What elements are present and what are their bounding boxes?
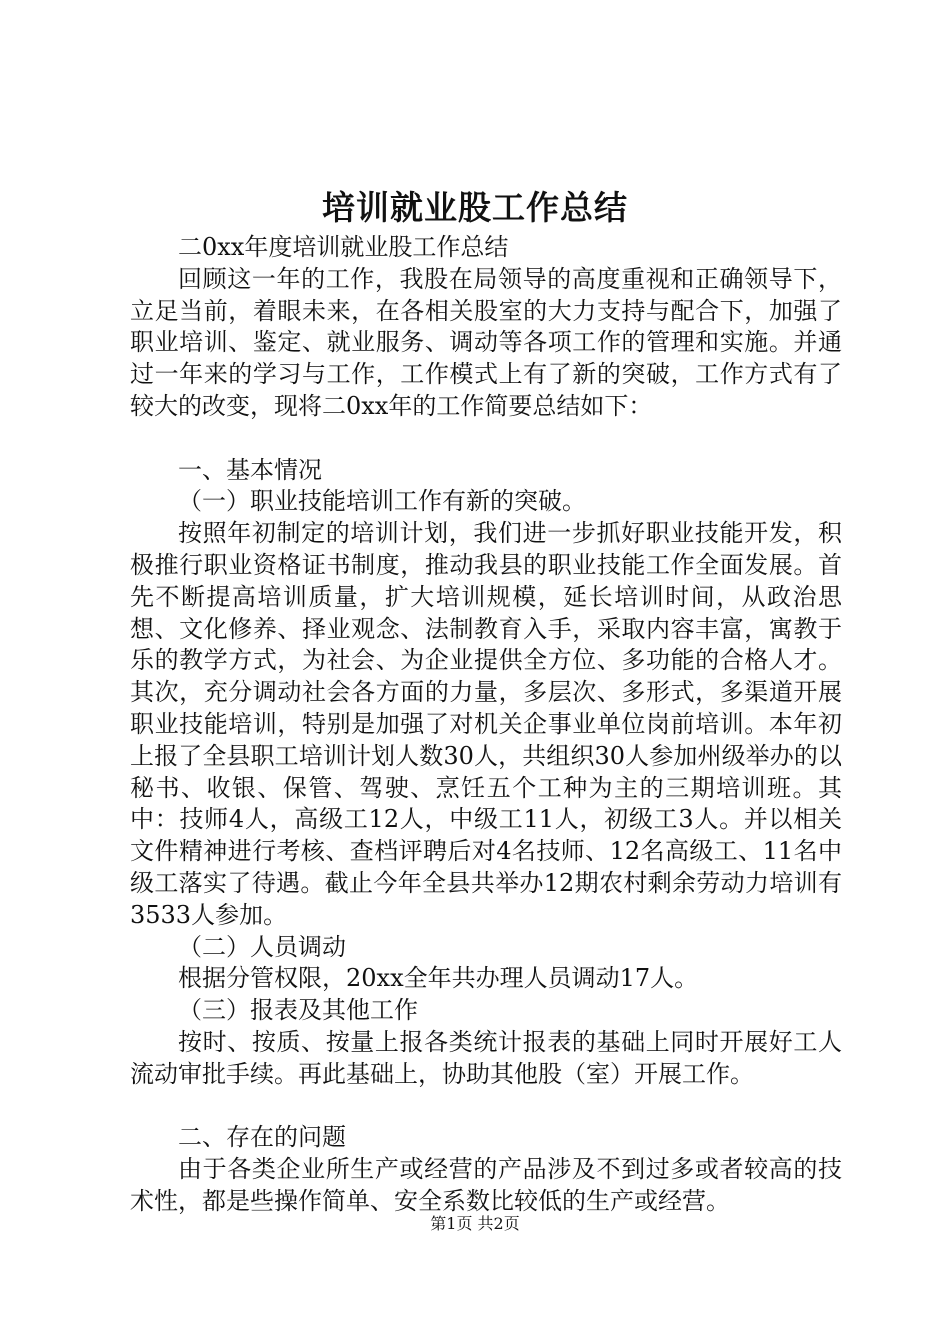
subsection-heading-transfer: （二）人员调动 [178, 932, 346, 961]
section-heading-basic: 一、基本情况 [178, 455, 322, 484]
subsection-heading-reports: （三）报表及其他工作 [178, 996, 418, 1025]
document-body [130, 232, 842, 1218]
spacer [130, 423, 842, 455]
section-heading-problems: 二、存在的问题 [178, 1123, 346, 1152]
paragraph-review: 回顾这一年的工作，我股在局领导的高度重视和正确领导下，立足当前，着眼未来，在各相关股室的大力支持与配合下，加强了职业培训、鉴定、就业服务、调动等各项工作的管理和实施。并通过一年来的学习与工作，工作模式上有了新的突破，工作方式有了较大的改变，现将二0xx年的工作简要总结如下： [130, 264, 842, 420]
paragraph-training: 按照年初制定的培训计划，我们进一步抓好职业技能开发，积极推行职业资格证书制度，推动我县的职业技能工作全面发展。首先不断提高培训质量，扩大培训规模，延长培训时间，从政治思想、文化修养、择业观念、法制教育入手，采取内容丰富，寓教于乐的教学方式，为社会、为企业提供全方位、多功能的合格人才。其次，充分调动社会各方面的力量，多层次、多形式，多渠道开展职业技能培训，特别是加强了对机关企事业单位岗前培训。本年初上报了全县职工培训计划人数30人，共组织30人参加州级举办的以秘书、收银、保管、驾驶、烹饪五个工种为主的三期培训班。其中：技师4人，高级工12人，中级工11人，初级工3人。并以相关文件精神进行考核、查档评聘后对4名技师、12名高级工、11名中级工落实了待遇。截止今年全县共举办12期农村剩余劳动力培训有3533人参加。 [130, 519, 842, 929]
page-footer: 第1页 共2页 [430, 1214, 520, 1233]
document-subtitle: 二0xx年度培训就业股工作总结 [178, 233, 509, 261]
paragraph-problems: 由于各类企业所生产或经营的产品涉及不到过多或者较高的技术性，都是些操作简单、安全系数比较低的生产或经营。 [130, 1155, 842, 1215]
paragraph-transfer: 根据分管权限，20xx全年共办理人员调动17人。 [178, 964, 699, 993]
subsection-heading-training: （一）职业技能培训工作有新的突破。 [178, 487, 586, 516]
document-title: 培训就业股工作总结 [322, 188, 628, 227]
paragraph-reports: 按时、按质、按量上报各类统计报表的基础上同时开展好工人流动审批手续。再此基础上，协助其他股（室）开展工作。 [130, 1027, 842, 1088]
spacer [130, 1091, 842, 1123]
